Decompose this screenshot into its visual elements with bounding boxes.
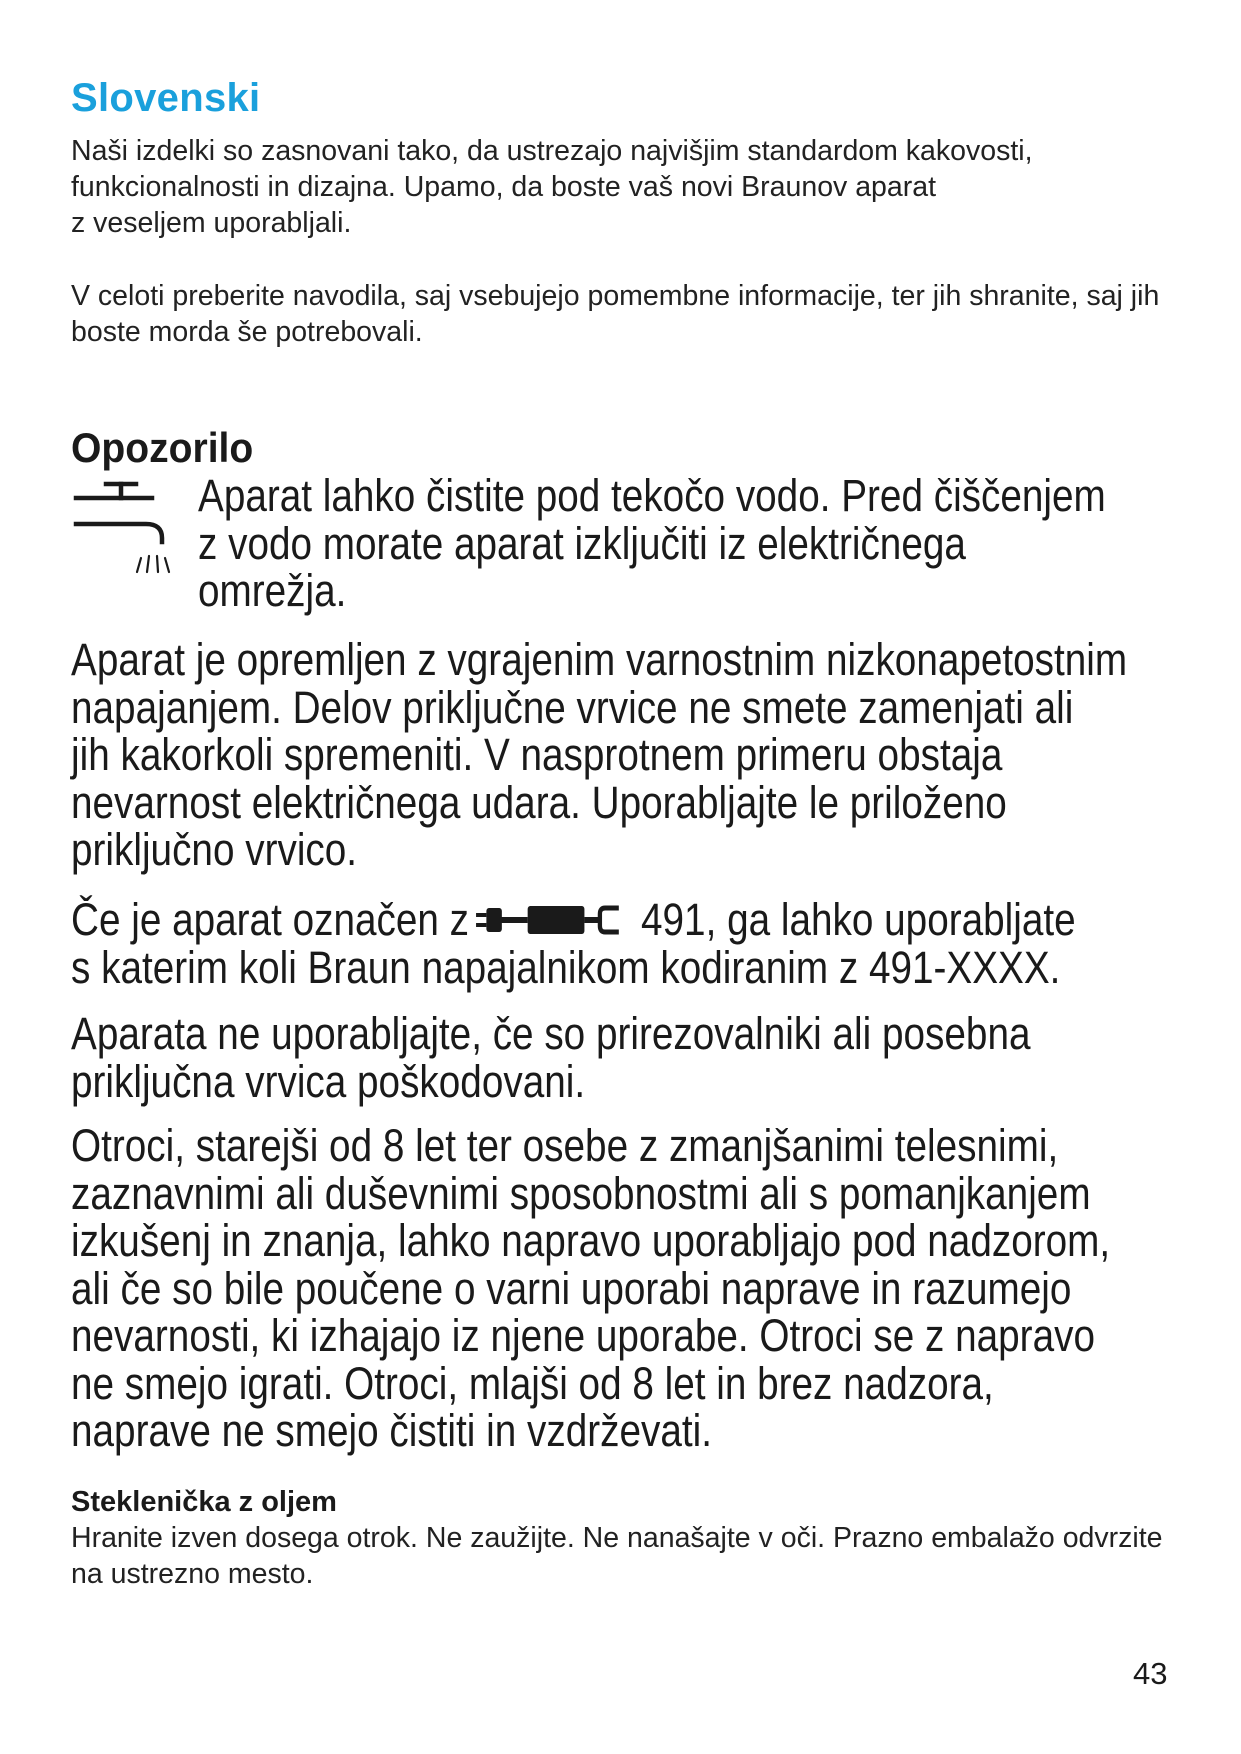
power-cord-plug-icon xyxy=(474,902,637,938)
intro-paragraph: Naši izdelki so zasnovani tako, da ustrezajo najvišjim standardom kakovosti, funkcionalnosti in dizajna. Upamo, da boste vaš novi Braunov aparat z veseljem uporabljali. xyxy=(71,135,1033,239)
warning-damaged-parts: Aparata ne uporabljajte, če so prirezovalniki ali posebna priključna vrvica poškodovani. xyxy=(71,1008,1031,1107)
code-text-before: Če je aparat označen z xyxy=(71,894,470,945)
oil-bottle-heading: Steklenička z oljem xyxy=(71,1486,337,1518)
water-tap-icon xyxy=(72,480,176,576)
language-heading: Slovenski xyxy=(71,76,261,120)
warning-water-cleaning: Aparat lahko čistite pod tekočo vodo. Pred čiščenjem z vodo morate aparat izključiti iz električnega omrežja. xyxy=(198,470,1106,616)
oil-bottle-text: Hranite izven dosega otrok. Ne zaužijte. Ne nanašajte v oči. Prazno embalažo odvrzite na ustrezno mesto. xyxy=(71,1522,1163,1590)
page-number: 43 xyxy=(1133,1656,1168,1691)
warning-heading: Opozorilo xyxy=(71,424,254,471)
warning-power-supply: Aparat je opremljen z vgrajenim varnostnim nizkonapetostnim napajanjem. Delov priključne vrvice ne smete zamenjati ali jih kakorkoli spremeniti. V nasprotnem primeru obstaja nevarnost električnega udara. Uporabljajte le priloženo priključno vrvico. xyxy=(71,634,1128,875)
warning-power-code xyxy=(71,896,1223,992)
intro-paragraph-read-instructions: V celoti preberite navodila, saj vsebujejo pomembne informacije, ter jih shranite, saj jih boste morda še potrebovali. xyxy=(71,280,1160,348)
code-text-after: 491, ga lahko uporabljate s katerim koli Braun napajalnikom kodiranim z 491-XXXX. xyxy=(71,894,1076,994)
warning-children: Otroci, starejši od 8 let ter osebe z zmanjšanimi telesnimi, zaznavnimi ali duševnimi sposobnostmi ali s pomanjkanjem izkušenj in znanja, lahko napravo uporabljajo pod nadzorom, ali če so bile poučene o varni uporabi naprave in razumejo nevarnosti, ki izhajajo iz njene uporabe. Otroci se z napravo ne smejo igrati. Otroci, mlajši od 8 let in brez nadzora, naprave ne smejo čistiti in vzdrževati. xyxy=(71,1120,1111,1456)
